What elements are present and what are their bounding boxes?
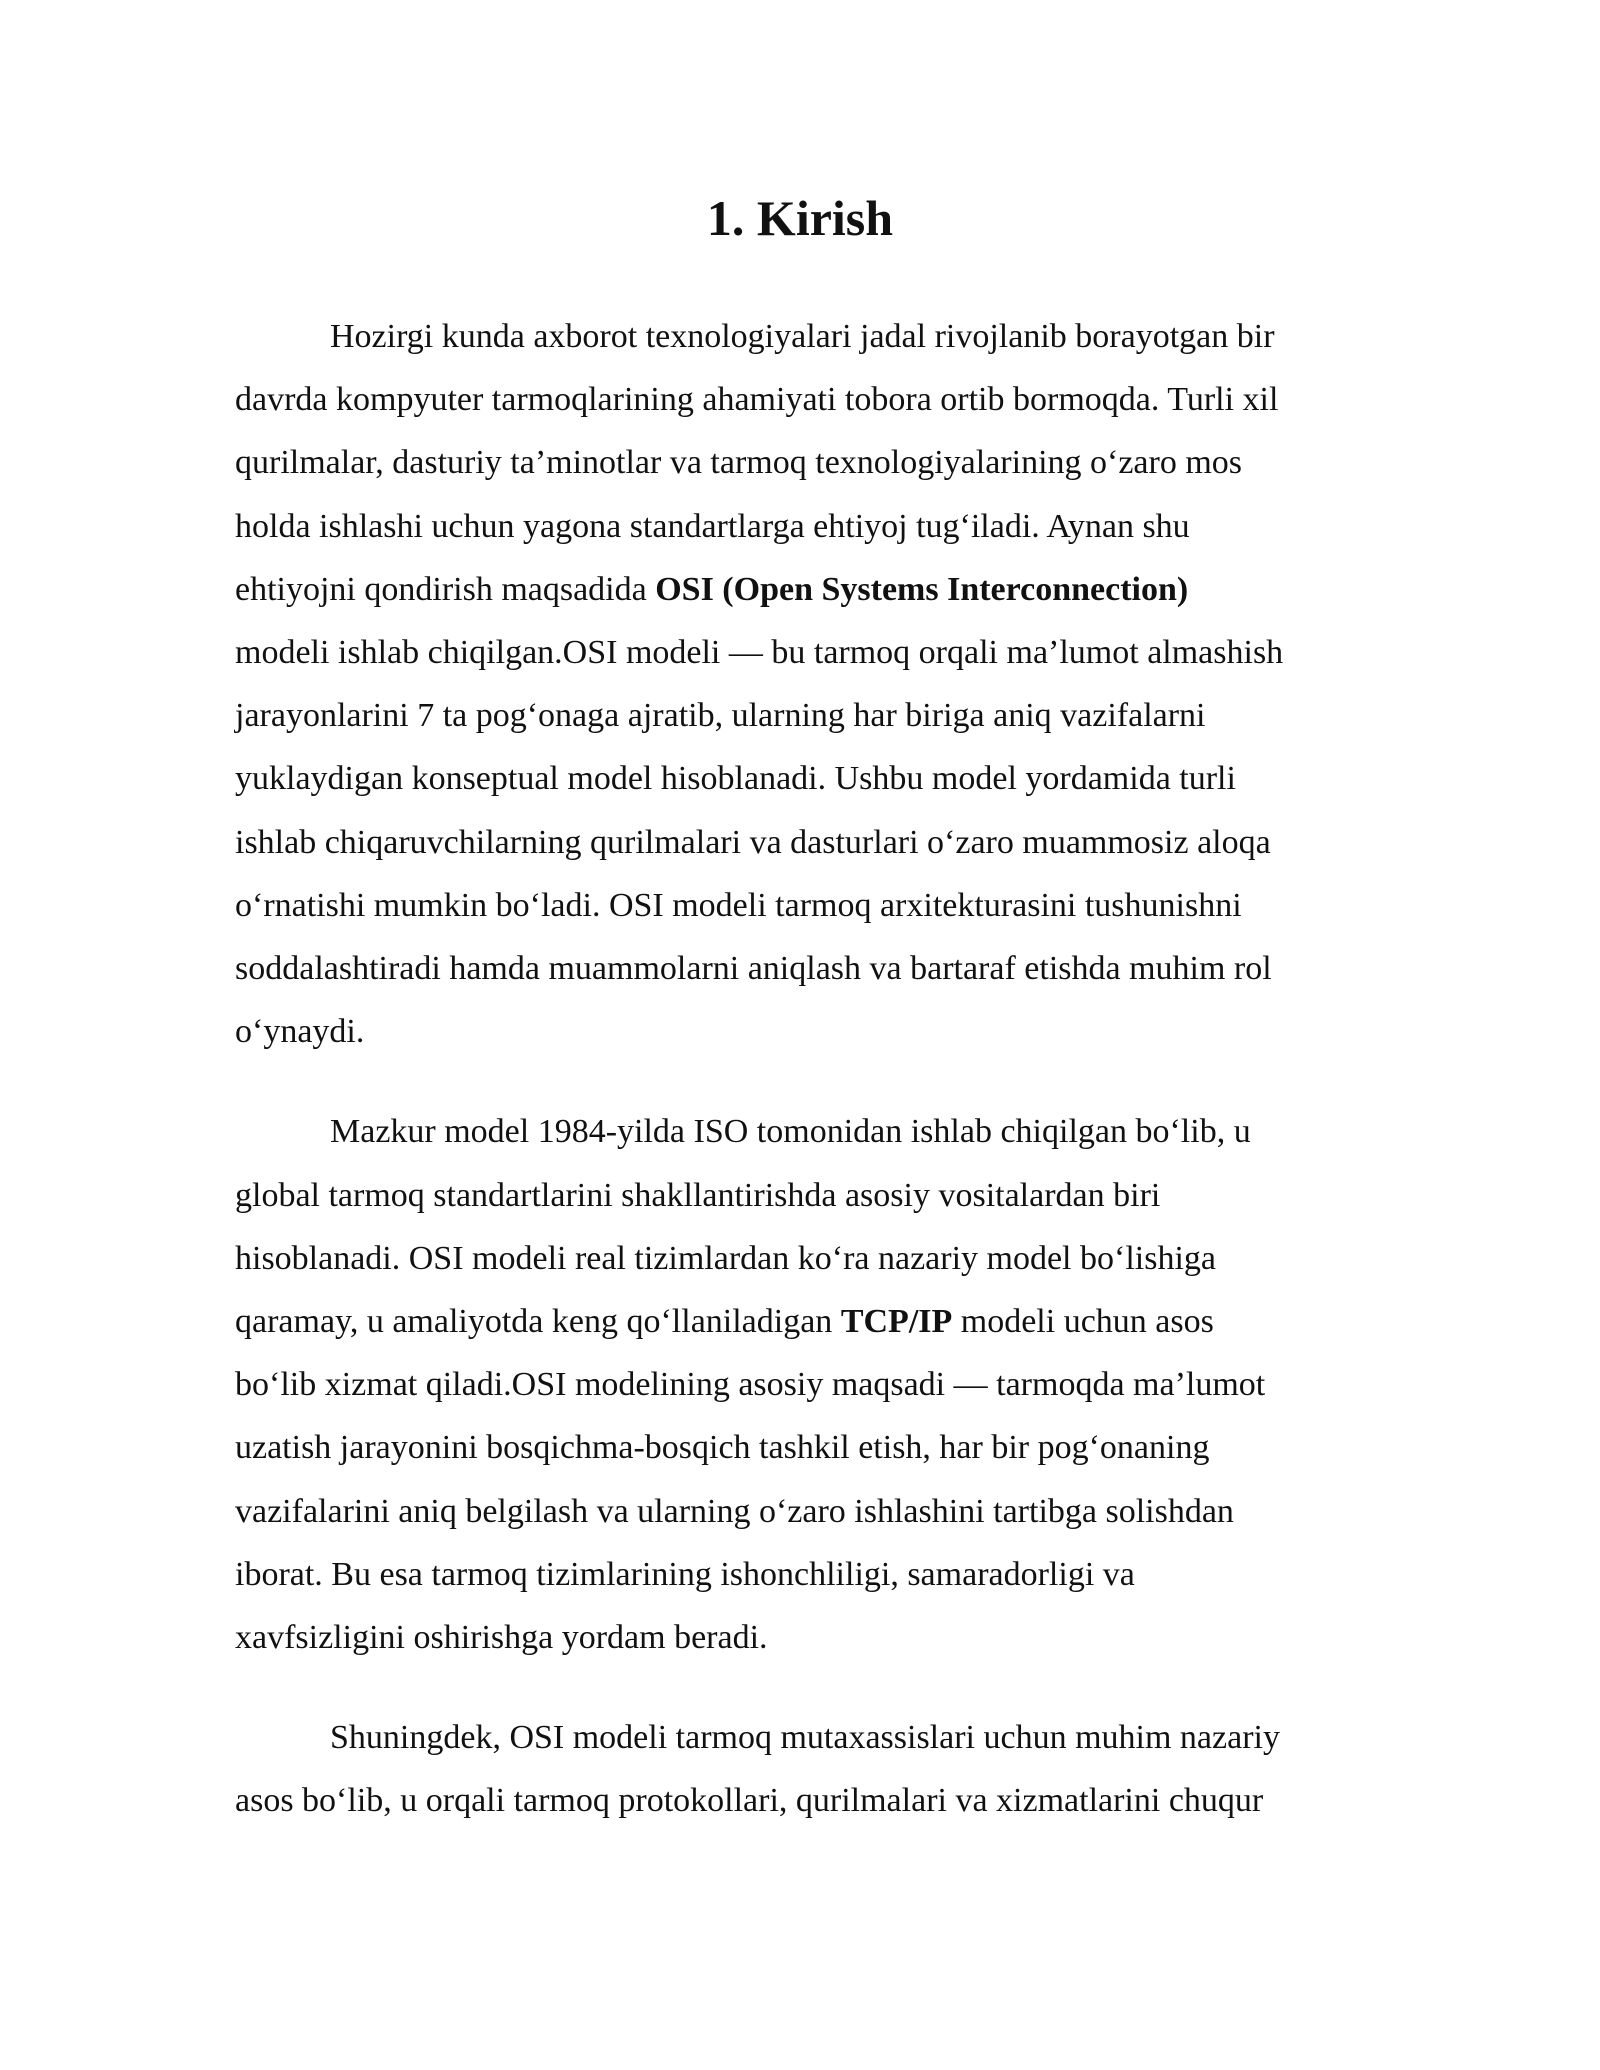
paragraph-2 bbox=[235, 1100, 1375, 1669]
text-line: qaramay, u amaliyotda keng qo‘llaniladigan bbox=[235, 1303, 841, 1341]
body-text bbox=[235, 305, 1375, 1833]
section-heading: 1. Kirish bbox=[706, 190, 894, 246]
paragraph-3 bbox=[235, 1706, 1375, 1832]
text-line: Shuningdek, OSI modeli tarmoq mutaxassislari uchun muhim nazariy bbox=[330, 1719, 1280, 1757]
text-line: o‘rnatishi mumkin bo‘ladi. OSI modeli tarmoq arxitekturasini tushunishni bbox=[235, 886, 1242, 924]
bold-term-tcpip: TCP/IP bbox=[840, 1303, 953, 1341]
text-line: hisoblanadi. OSI modeli real tizimlardan ko‘ra nazariy model bo‘lishiga bbox=[235, 1239, 1216, 1277]
text-line: modeli uchun asos bbox=[952, 1303, 1214, 1341]
text-line: uzatish jarayonini bosqichma-bosqich tashkil etish, har bir pog‘onaning bbox=[235, 1429, 1210, 1467]
text-line: global tarmoq standartlarini shakllantirishda asosiy vositalardan biri bbox=[235, 1176, 1161, 1214]
text-line: holda ishlashi uchun yagona standartlarga ehtiyoj tug‘iladi. Aynan shu bbox=[235, 507, 1190, 545]
text-line: ishlab chiqaruvchilarning qurilmalari va dasturlari o‘zaro muammosiz aloqa bbox=[235, 823, 1271, 861]
text-line: Mazkur model 1984-yilda ISO tomonidan ishlab chiqilgan bo‘lib, u bbox=[330, 1113, 1251, 1151]
text-line: soddalashtiradi hamda muammolarni aniqlash va bartaraf etishda muhim rol bbox=[235, 950, 1272, 988]
text-line: iborat. Bu esa tarmoq tizimlarining ishonchliligi, samaradorligi va bbox=[235, 1555, 1135, 1593]
text-line: qurilmalar, dasturiy ta’minotlar va tarmoq texnologiyalarining o‘zaro mos bbox=[235, 444, 1243, 482]
text-line: yuklaydigan konseptual model hisoblanadi. Ushbu model yordamida turli bbox=[235, 760, 1236, 798]
paragraph-1 bbox=[235, 305, 1375, 1063]
text-line: ehtiyojni qondirish maqsadida bbox=[235, 570, 656, 608]
text-line: Hozirgi kunda axborot texnologiyalari jadal rivojlanib borayotgan bir bbox=[330, 318, 1275, 355]
text-line: vazifalarini aniq belgilash va ularning o‘zaro ishlashini tartibga solishdan bbox=[235, 1492, 1234, 1530]
text-line: modeli ishlab chiqilgan.OSI modeli — bu tarmoq orqali ma’lumot almashish bbox=[235, 634, 1284, 672]
text-line: asos bo‘lib, u orqali tarmoq protokollari, qurilmalari va xizmatlarini chuqur bbox=[235, 1782, 1264, 1820]
text-line: bo‘lib xizmat qiladi.OSI modelining asosiy maqsadi — tarmoqda ma’lumot bbox=[235, 1366, 1266, 1404]
bold-term-osi: OSI (Open Systems Interconnection) bbox=[655, 570, 1189, 608]
text-line: jarayonlarini 7 ta pog‘onaga ajratib, ularning har biriga aniq vazifalarni bbox=[235, 697, 1206, 735]
text-line: o‘ynaydi. bbox=[235, 1013, 365, 1051]
text-line: xavfsizligini oshirishga yordam beradi. bbox=[235, 1619, 768, 1657]
text-line: davrda kompyuter tarmoqlarining ahamiyati tobora ortib bormoqda. Turli xil bbox=[235, 381, 1279, 419]
